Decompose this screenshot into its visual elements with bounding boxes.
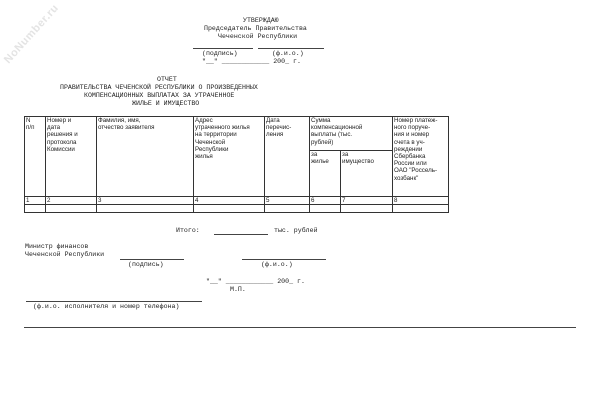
minister-line-2: Чеченской Республики [25,251,105,258]
name-caption: (ф.и.о.) [272,50,304,57]
header-amount-housing: за жилье [310,151,341,197]
column-number-6: 6 [310,197,341,205]
signature-line [193,48,253,49]
header-number: N п/п [25,117,46,197]
minister-name-line [242,259,326,260]
header-applicant: Фамилия, имя, отчество заявителя [97,117,194,197]
column-number-2: 2 [46,197,97,205]
executor-line [26,301,202,302]
minister-line-1: Министр финансов [25,243,89,250]
minister-signature-line [120,259,184,260]
column-number-7: 7 [341,197,393,205]
approval-line-1: Председатель Правительства [204,25,307,32]
header-transfer-date: Дата перечис- ления [265,117,310,197]
approval-line-2: Чеченской Республики [218,33,298,40]
bottom-rule [24,327,576,328]
table-row [25,205,449,213]
approval-title: УТВЕРЖДАЮ [243,17,279,24]
column-number-8: 8 [393,197,449,205]
column-number-4: 4 [194,197,265,205]
executor-caption: (ф.и.о. исполнителя и номер телефона) [33,303,180,310]
report-table [24,116,449,213]
minister-name-caption: (ф.и.о.) [261,261,293,268]
header-amount-property: за имущество [341,151,393,197]
minister-signature-caption: (подпись) [128,261,164,268]
header-address: Адрес утраченного жилья на территории Чеченской Республики жилья [194,117,265,197]
stamp-placeholder: М.П. [230,286,246,293]
approval-date: "__" ____________ 200_ г. [202,58,301,65]
total-label: Итого: [176,227,200,234]
column-number-3: 3 [97,197,194,205]
report-title-line-4: ЖИЛЬЕ И ИМУЩЕСТВО [132,100,200,107]
report-title-line-2: ПРАВИТЕЛЬСТВА ЧЕЧЕНСКОЙ РЕСПУБЛИКИ О ПРОИЗВЕДЕННЫХ [60,84,258,91]
report-title-line-3: КОМПЕНСАЦИОННЫХ ВЫПЛАТАХ ЗА УТРАЧЕННОЕ [84,92,235,99]
column-number-1: 1 [25,197,46,205]
signature-caption: (подпись) [202,50,238,57]
total-unit: тыс. рублей [274,227,318,234]
total-value-line [214,234,268,235]
header-decision: Номер и дата решения и протокола Комиссии [46,117,97,197]
name-line [258,48,324,49]
report-title: ОТЧЕТ [157,76,177,83]
watermark: NoNumber.ru [1,2,62,66]
header-amount: Сумма компенсационной выплаты (тыс. рублей) [310,117,393,151]
column-number-5: 5 [265,197,310,205]
header-payment-order: Номер платеж- ного поруче- ния и номер счета в уч- реждении Сбербанка России или ОАО "Россель- хозбанк" [393,117,449,197]
minister-date: "__" ____________ 200_ г. [206,278,305,285]
